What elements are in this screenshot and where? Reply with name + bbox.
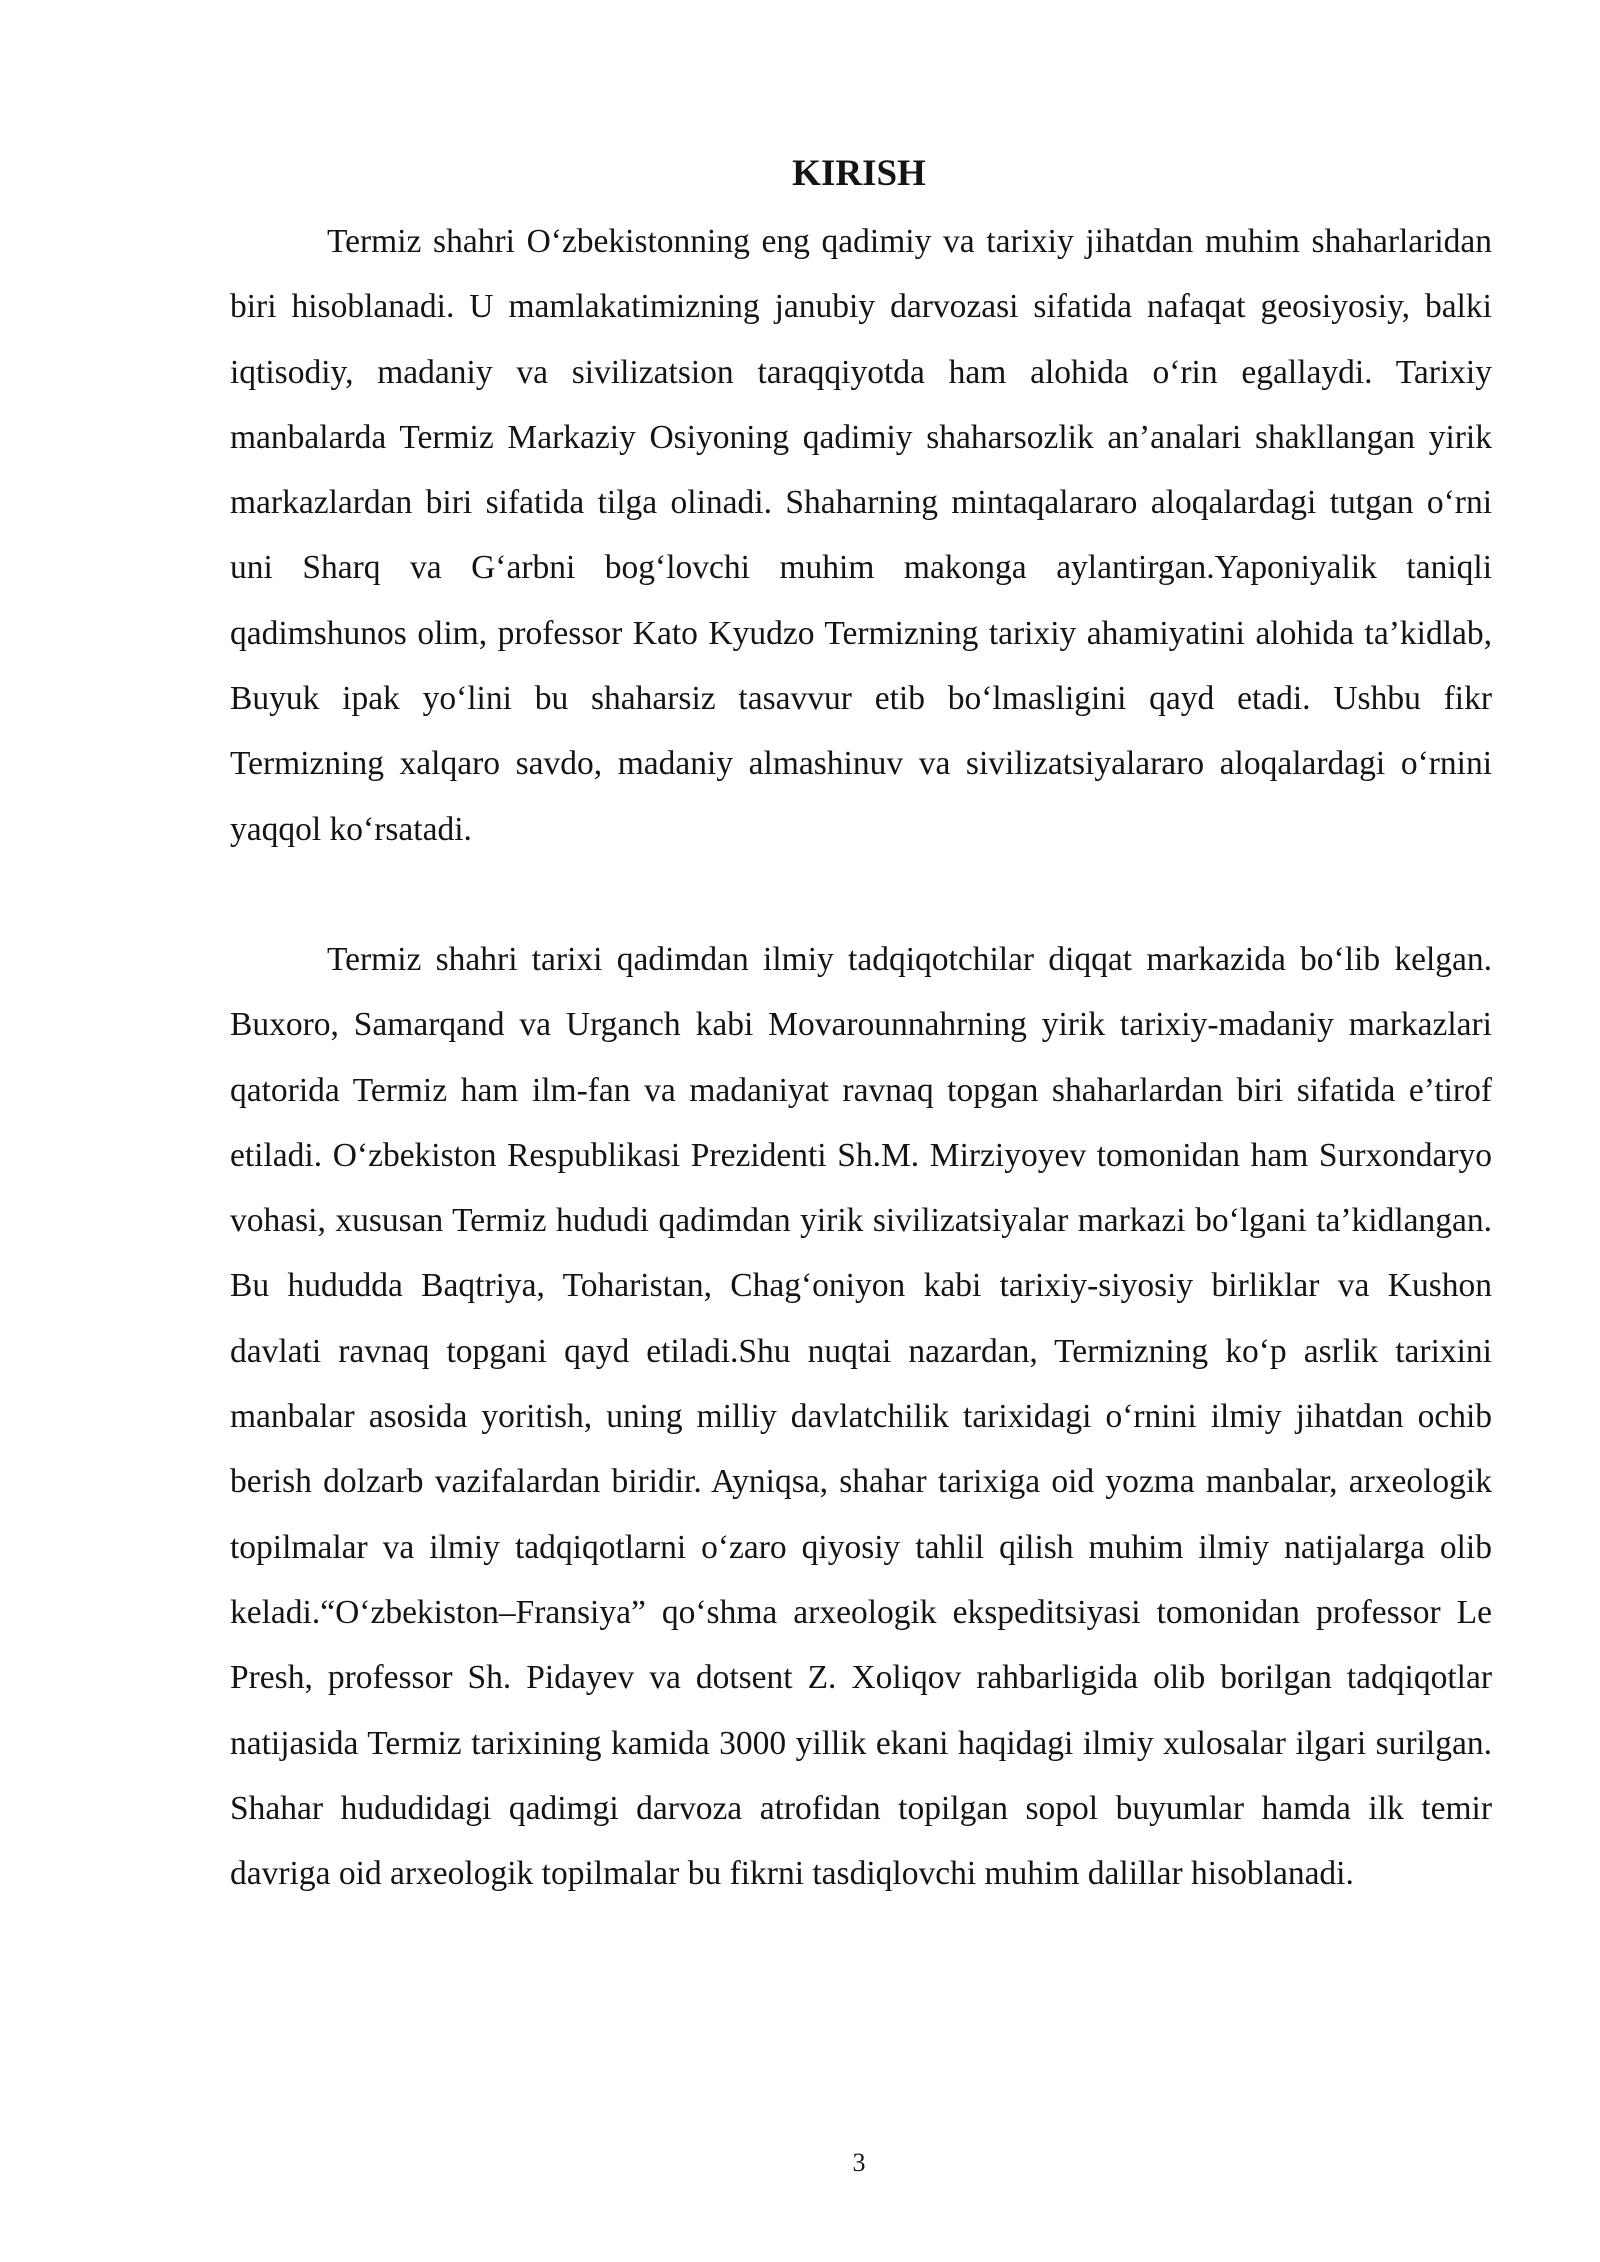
paragraph-block-2 — [230, 927, 1492, 1906]
paragraph-2: Termiz shahri tarixi qadimdan ilmiy tadqiqotchilar diqqat markazida bo‘lib kelgan. Buxoro, Samarqand va Urganch kabi Movarounnahrning yirik tarixiy-madaniy markazlari qatorida Termiz ham ilm-fan va madaniyat ravnaq topgan shaharlardan biri sifatida e’tirof etiladi. O‘zbekiston Respublikasi Prezidenti Sh.M. Mirziyoyev tomonidan ham Surxondaryo vohasi, xususan Termiz hududi qadimdan yirik sivilizatsiyalar markazi bo‘lgani ta’kidlangan. Bu hududda Baqtriya, Toharistan, Chag‘oniyon kabi tarixiy-siyosiy birliklar va Kushon davlati ravnaq topgani qayd etiladi.Shu nuqtai nazardan, Termizning ko‘p asrlik tarixini manbalar asosida yoritish, uning milliy davlatchilik tarixidagi o‘rnini ilmiy jihatdan ochib berish dolzarb vazifalardan biridir. Ayniqsa, shahar tarixiga oid yozma manbalar, arxeologik topilmalar va ilmiy tadqiqotlarni o‘zaro qiyosiy tahlil qilish muhim ilmiy natijalarga olib keladi.“O‘zbekiston–Fransiya” qo‘shma arxeologik ekspeditsiyasi tomonidan professor Le Presh, professor Sh. Pidayev va dotsent Z. Xoliqov rahbarligida olib borilgan tadqiqotlar natijasida Termiz tarixining kamida 3000 yillik ekani haqidagi ilmiy xulosalar ilgari surilgan. Shahar hududidagi qadimgi darvoza atrofidan topilgan sopol buyumlar hamda ilk temir davriga oid arxeologik topilmalar bu fikrni tasdiqlovchi muhim dalillar hisoblanadi. — [230, 941, 1492, 1893]
page-number: 3 — [852, 2148, 866, 2177]
page-title: KIRISH — [792, 153, 926, 194]
paragraph-1: Termiz shahri O‘zbekistonning eng qadimiy va tarixiy jihatdan muhim shaharlaridan biri hisoblanadi. U mamlakatimizning janubiy darvozasi sifatida nafaqat geosiyosiy, balki iqtisodiy, madaniy va sivilizatsion taraqqiyotda ham alohida o‘rin egallaydi. Tarixiy manbalarda Termiz Markaziy Osiyoning qadimiy shaharsozlik an’analari shakllangan yirik markazlardan biri sifatida tilga olinadi. Shaharning mintaqalararo aloqalardagi tutgan o‘rni uni Sharq va G‘arbni bog‘lovchi muhim makonga aylantirgan.Yaponiyalik taniqli qadimshunos olim, professor Kato Kyudzo Termizning tarixiy ahamiyatini alohida ta’kidlab, Buyuk ipak yo‘lini bu shaharsiz tasavvur etib bo‘lmasligini qayd etadi. Ushbu fikr Termizning xalqaro savdo, madaniy almashinuv va sivilizatsiyalararo aloqalardagi o‘rnini yaqqol ko‘rsatadi. — [230, 223, 1492, 848]
paragraph-block-1 — [230, 209, 1492, 862]
